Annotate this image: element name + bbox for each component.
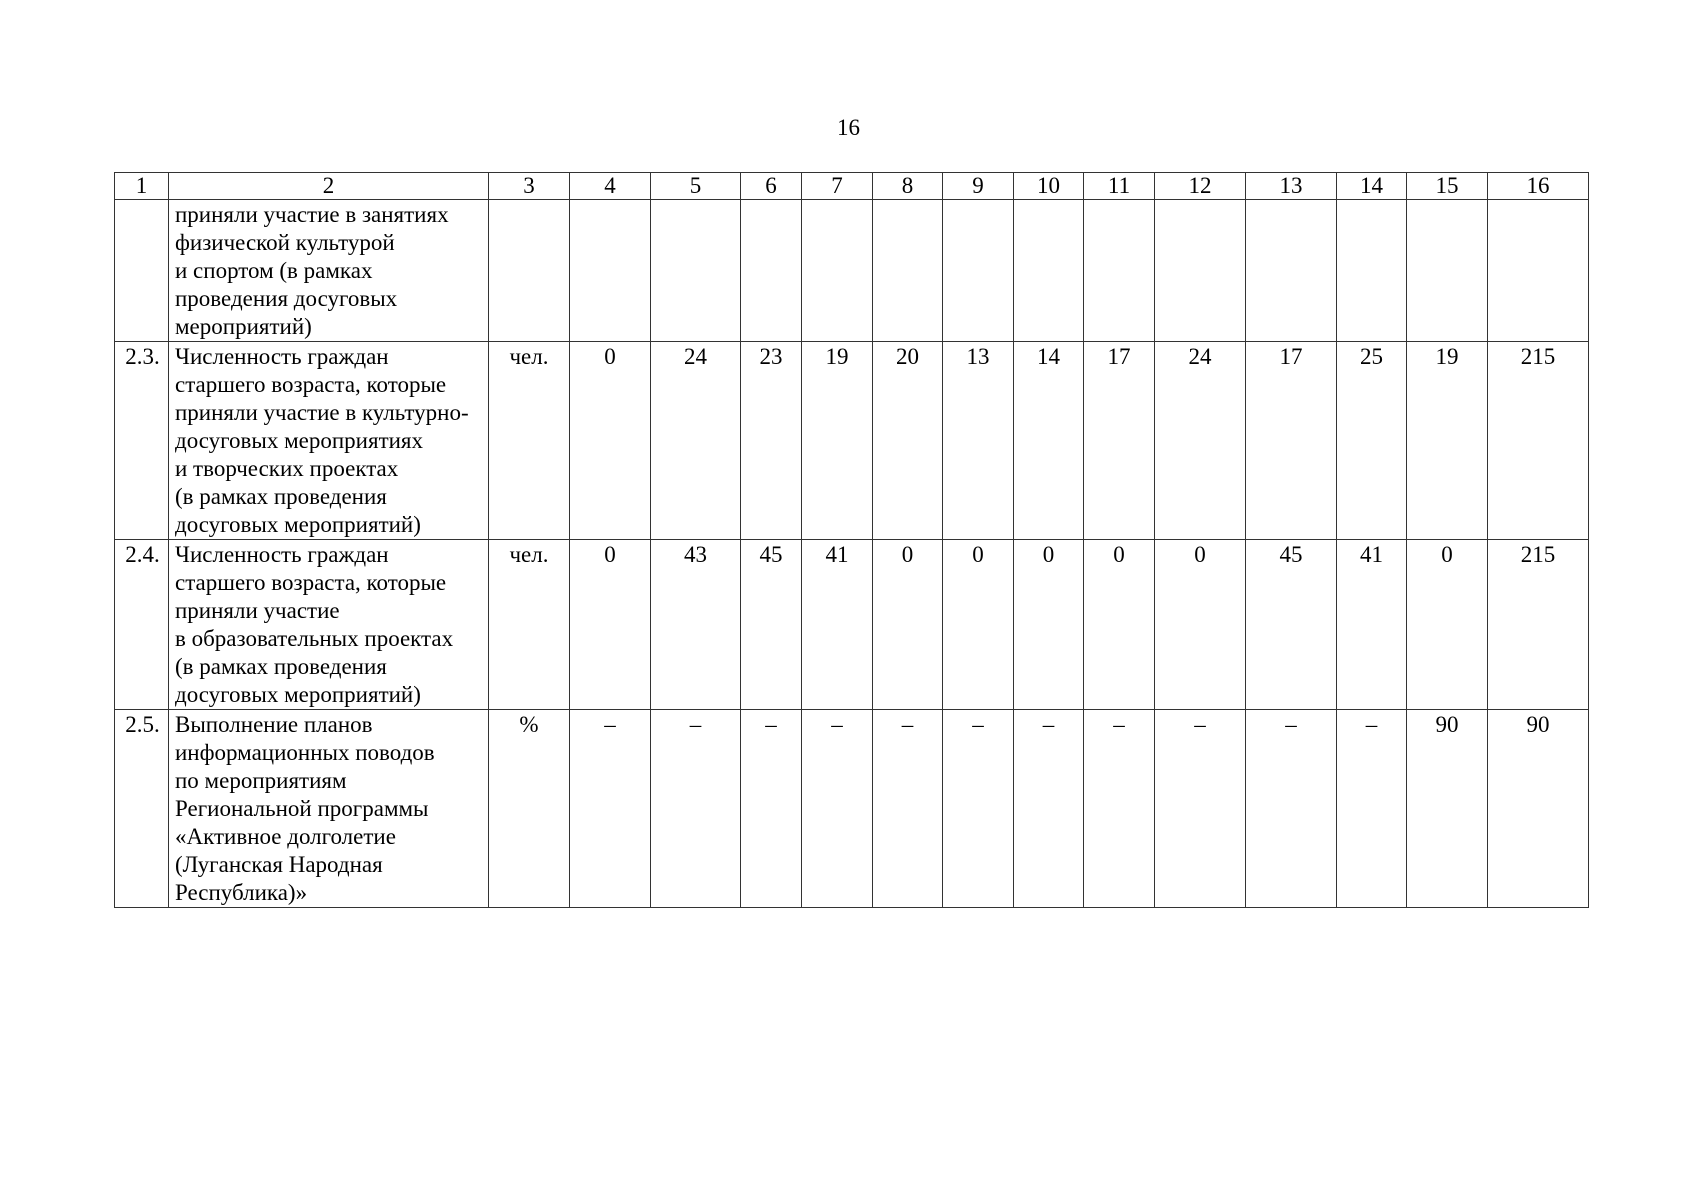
value-cell: 17 [1084, 342, 1155, 540]
column-number-header: 8 [873, 173, 943, 200]
value-cell: 43 [651, 540, 741, 710]
value-cell: – [1155, 710, 1246, 908]
indicator-name-cell: Выполнение планов информационных поводов по мероприятиям Региональной программы «Активное долголетие (Луганская Народная Республика)» [169, 710, 489, 908]
value-cell: 45 [1246, 540, 1337, 710]
value-cell: – [741, 710, 802, 908]
column-number-header: 6 [741, 173, 802, 200]
indicator-name-cell: Численность граждан старшего возраста, которые приняли участие в образовательных проектах (в рамках проведения досуговых мероприятий) [169, 540, 489, 710]
value-cell: – [1337, 710, 1407, 908]
value-cell: 24 [1155, 342, 1246, 540]
value-cell [1337, 200, 1407, 342]
column-number-header: 16 [1488, 173, 1589, 200]
value-cell: – [651, 710, 741, 908]
value-cell: 19 [802, 342, 873, 540]
row-number-cell: 2.4. [115, 540, 169, 710]
row-number-cell [115, 200, 169, 342]
value-cell [1014, 200, 1084, 342]
value-cell: 17 [1246, 342, 1337, 540]
value-cell: – [1014, 710, 1084, 908]
unit-cell: чел. [489, 540, 570, 710]
value-cell: 90 [1407, 710, 1488, 908]
column-number-header: 10 [1014, 173, 1084, 200]
value-cell [873, 200, 943, 342]
value-cell: 13 [943, 342, 1014, 540]
value-cell: – [802, 710, 873, 908]
table-row [115, 540, 1589, 710]
indicator-name-cell: Численность граждан старшего возраста, которые приняли участие в культурно- досуговых мероприятиях и творческих проектах (в рамках проведения досуговых мероприятий) [169, 342, 489, 540]
column-number-header: 7 [802, 173, 873, 200]
value-cell: – [943, 710, 1014, 908]
value-cell [1488, 200, 1589, 342]
column-number-header: 3 [489, 173, 570, 200]
column-number-header: 14 [1337, 173, 1407, 200]
indicators-table [114, 172, 1589, 908]
value-cell: – [1246, 710, 1337, 908]
unit-cell: чел. [489, 342, 570, 540]
column-number-header: 12 [1155, 173, 1246, 200]
value-cell: 41 [1337, 540, 1407, 710]
column-number-header: 13 [1246, 173, 1337, 200]
value-cell: 23 [741, 342, 802, 540]
column-number-header: 5 [651, 173, 741, 200]
value-cell: 0 [1014, 540, 1084, 710]
value-cell: – [873, 710, 943, 908]
value-cell: 19 [1407, 342, 1488, 540]
indicator-name-cell: приняли участие в занятиях физической культурой и спортом (в рамках проведения досуговых мероприятий) [169, 200, 489, 342]
page-number: 16 [837, 115, 860, 140]
value-cell [1155, 200, 1246, 342]
value-cell [802, 200, 873, 342]
value-cell: 25 [1337, 342, 1407, 540]
value-cell: 0 [570, 540, 651, 710]
unit-cell: % [489, 710, 570, 908]
value-cell [741, 200, 802, 342]
value-cell: – [570, 710, 651, 908]
value-cell: 0 [943, 540, 1014, 710]
row-number-cell: 2.3. [115, 342, 169, 540]
value-cell [1084, 200, 1155, 342]
value-cell: 0 [1084, 540, 1155, 710]
table-row [115, 710, 1589, 908]
value-cell: 0 [1407, 540, 1488, 710]
table-row [115, 200, 1589, 342]
column-number-header: 11 [1084, 173, 1155, 200]
value-cell: 90 [1488, 710, 1589, 908]
column-number-row [115, 173, 1589, 200]
value-cell: 14 [1014, 342, 1084, 540]
value-cell: 41 [802, 540, 873, 710]
value-cell: 0 [873, 540, 943, 710]
value-cell: 20 [873, 342, 943, 540]
row-number-cell: 2.5. [115, 710, 169, 908]
value-cell [651, 200, 741, 342]
value-cell [1407, 200, 1488, 342]
column-number-header: 15 [1407, 173, 1488, 200]
value-cell: – [1084, 710, 1155, 908]
value-cell [570, 200, 651, 342]
column-number-header: 4 [570, 173, 651, 200]
value-cell: 0 [1155, 540, 1246, 710]
value-cell: 215 [1488, 540, 1589, 710]
unit-cell [489, 200, 570, 342]
value-cell: 24 [651, 342, 741, 540]
value-cell [943, 200, 1014, 342]
column-number-header: 1 [115, 173, 169, 200]
value-cell: 0 [570, 342, 651, 540]
value-cell: 215 [1488, 342, 1589, 540]
table-row [115, 342, 1589, 540]
column-number-header: 9 [943, 173, 1014, 200]
column-number-header: 2 [169, 173, 489, 200]
value-cell [1246, 200, 1337, 342]
value-cell: 45 [741, 540, 802, 710]
